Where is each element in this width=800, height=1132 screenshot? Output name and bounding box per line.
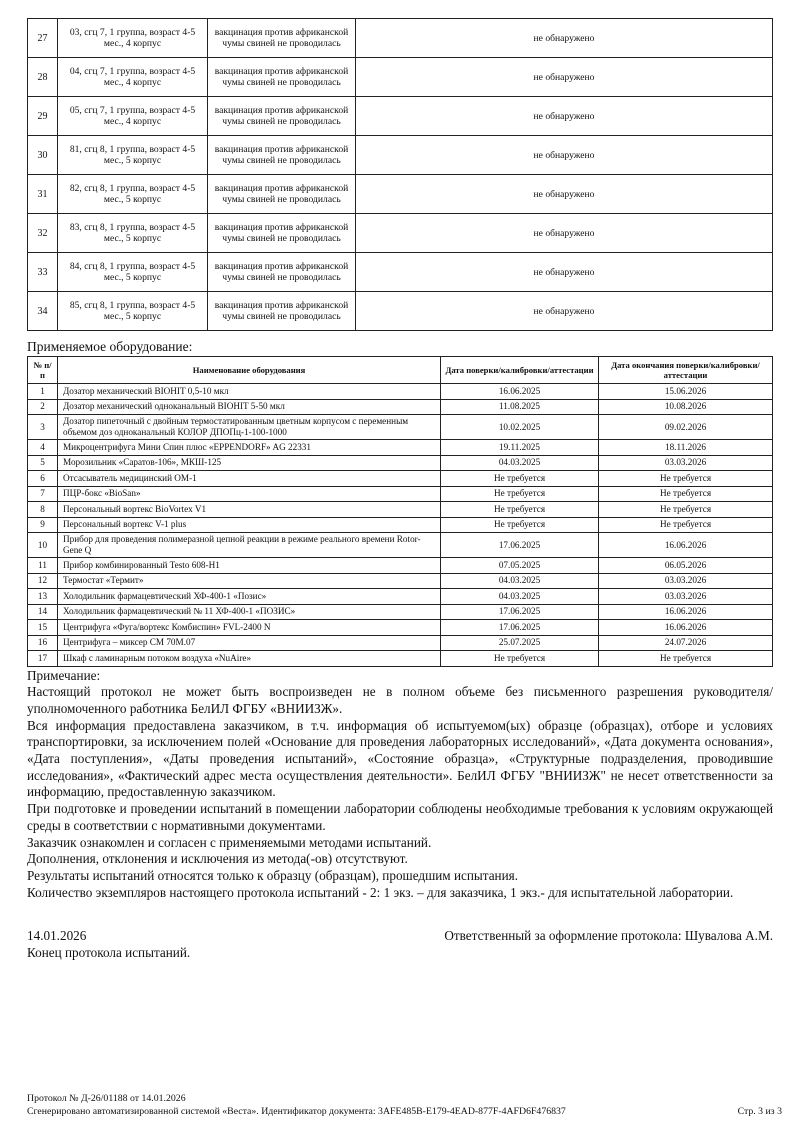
equipment-number: 1 <box>28 384 58 400</box>
vaccination-status: вакцинация против африканской чумы свиней не проводилась <box>208 214 356 253</box>
equipment-name: Шкаф с ламинарным потоком воздуха «NuAire» <box>58 651 441 667</box>
calibration-date: Не требуется <box>441 502 599 518</box>
note-paragraph: Количество экземпляров настоящего протокола испытаний - 2: 1 экз. – для заказчика, 1 экз.- для испытательной лаборатории. <box>27 884 734 900</box>
responsible-person: Ответственный за оформление протокола: Шувалова А.М. <box>444 928 773 944</box>
equipment-number: 6 <box>28 471 58 487</box>
equipment-number: 2 <box>28 399 58 415</box>
equipment-name: Персональный вортекс BioVortex V1 <box>58 502 441 518</box>
test-result: не обнаружено <box>356 136 773 175</box>
test-result: не обнаружено <box>356 253 773 292</box>
equipment-number: 13 <box>28 589 58 605</box>
calibration-date: 10.02.2025 <box>441 415 599 440</box>
footer-protocol-number: Протокол № Д-26/01188 от 14.01.2026 <box>27 1093 186 1104</box>
vaccination-status: вакцинация против африканской чумы свиней не проводилась <box>208 97 356 136</box>
calibration-date: 11.08.2025 <box>441 399 599 415</box>
col-header-date-from: Дата поверки/калибровки/аттестации <box>441 357 599 384</box>
equipment-number: 4 <box>28 440 58 456</box>
equipment-row <box>28 502 773 518</box>
results-row <box>28 19 773 58</box>
vaccination-status: вакцинация против африканской чумы свиней не проводилась <box>208 292 356 331</box>
equipment-name: Холодильник фармацевтический ХФ-400-1 «Позис» <box>58 589 441 605</box>
result-row-number: 31 <box>28 175 58 214</box>
signature-block <box>27 927 773 963</box>
equipment-name: Отсасыватель медицинский ОМ-1 <box>58 471 441 487</box>
equipment-name: Дозатор пипеточный с двойным термостатированным цветным корпусом с переменным объемом доз одноканальный КОЛОР ДПОПц-1-100-1000 <box>58 415 441 440</box>
calibration-date: 19.11.2025 <box>441 440 599 456</box>
calibration-date: 16.06.2025 <box>441 384 599 400</box>
equipment-name: ПЦР-бокс «BioSan» <box>58 486 441 502</box>
equipment-header-row <box>28 357 773 384</box>
document-page <box>27 18 773 963</box>
sample-description: 82, сгц 8, 1 группа, возраст 4-5 мес., 5 корпус <box>58 175 208 214</box>
vaccination-status: вакцинация против африканской чумы свиней не проводилась <box>208 58 356 97</box>
calibration-expiry-date: 03.03.2026 <box>599 573 773 589</box>
calibration-expiry-date: 16.06.2026 <box>599 533 773 558</box>
equipment-name: Персональный вортекс V-1 plus <box>58 517 441 533</box>
equipment-row <box>28 558 773 574</box>
calibration-date: 17.06.2025 <box>441 620 599 636</box>
equipment-row <box>28 440 773 456</box>
vaccination-status: вакцинация против африканской чумы свиней не проводилась <box>208 253 356 292</box>
equipment-name: Центрифуга – миксер СМ 70М.07 <box>58 635 441 651</box>
calibration-date: 17.06.2025 <box>441 533 599 558</box>
calibration-expiry-date: 03.03.2026 <box>599 589 773 605</box>
result-row-number: 30 <box>28 136 58 175</box>
equipment-row <box>28 651 773 667</box>
equipment-row <box>28 486 773 502</box>
equipment-table <box>27 356 773 667</box>
equipment-row <box>28 455 773 471</box>
sample-description: 85, сгц 8, 1 группа, возраст 4-5 мес., 5 корпус <box>58 292 208 331</box>
calibration-date: Не требуется <box>441 471 599 487</box>
results-row <box>28 292 773 331</box>
result-row-number: 32 <box>28 214 58 253</box>
equipment-name: Центрифуга «Фуга/вортекс Комбиспин» FVL-2400 N <box>58 620 441 636</box>
calibration-date: 04.03.2025 <box>441 573 599 589</box>
test-result: не обнаружено <box>356 19 773 58</box>
footer-generated-by: Сгенерировано автоматизированной системой «Веста». Идентификатор документа: 3AFE485B-E179-4EAD-877F-4AFD6F476837 <box>27 1106 566 1117</box>
equipment-number: 12 <box>28 573 58 589</box>
equipment-name: Морозильник «Саратов-106», МКШ-125 <box>58 455 441 471</box>
calibration-date: Не требуется <box>441 486 599 502</box>
equipment-section-title: Применяемое оборудование: <box>27 339 193 354</box>
result-row-number: 33 <box>28 253 58 292</box>
calibration-expiry-date: 06.05.2026 <box>599 558 773 574</box>
calibration-expiry-date: Не требуется <box>599 486 773 502</box>
calibration-expiry-date: 16.06.2026 <box>599 604 773 620</box>
test-result: не обнаружено <box>356 58 773 97</box>
sample-description: 83, сгц 8, 1 группа, возраст 4-5 мес., 5 корпус <box>58 214 208 253</box>
note-paragraph: При подготовке и проведении испытаний в помещении лаборатории соблюдены необходимые требования к условиям окружающей среды в соответствии с нормативными документами. <box>27 801 773 833</box>
note-paragraph: Настоящий протокол не может быть воспроизведен не в полном объеме без письменного разрешения руководителя/уполномоченного работника БелИЛ ФГБУ «ВНИИЗЖ». <box>27 684 773 716</box>
note-paragraph: Результаты испытаний относятся только к образцу (образцам), прошедшим испытания. <box>27 867 519 883</box>
calibration-date: 17.06.2025 <box>441 604 599 620</box>
calibration-date: Не требуется <box>441 651 599 667</box>
equipment-name: Дозатор механический BIOHIT 0,5-10 мкл <box>58 384 441 400</box>
equipment-row <box>28 573 773 589</box>
result-row-number: 34 <box>28 292 58 331</box>
calibration-date: 25.07.2025 <box>441 635 599 651</box>
calibration-expiry-date: 24.07.2026 <box>599 635 773 651</box>
test-result: не обнаружено <box>356 175 773 214</box>
protocol-date: 14.01.2026 <box>27 928 87 944</box>
sample-description: 84, сгц 8, 1 группа, возраст 4-5 мес., 5 корпус <box>58 253 208 292</box>
equipment-row <box>28 635 773 651</box>
equipment-number: 8 <box>28 502 58 518</box>
equipment-row <box>28 620 773 636</box>
results-row <box>28 97 773 136</box>
end-of-protocol: Конец протокола испытаний. <box>27 945 191 961</box>
calibration-expiry-date: 15.06.2026 <box>599 384 773 400</box>
equipment-number: 9 <box>28 517 58 533</box>
note-paragraph: Дополнения, отклонения и исключения из метода(-ов) отсутствуют. <box>27 851 408 867</box>
test-result: не обнаружено <box>356 292 773 331</box>
test-result: не обнаружено <box>356 214 773 253</box>
equipment-number: 15 <box>28 620 58 636</box>
equipment-name: Прибор для проведения полимеразной цепной реакции в режиме реального времени Rotor-Gene Q <box>58 533 441 558</box>
sample-description: 05, сгц 7, 1 группа, возраст 4-5 мес., 4 корпус <box>58 97 208 136</box>
equipment-row <box>28 471 773 487</box>
sample-description: 03, сгц 7, 1 группа, возраст 4-5 мес., 4 корпус <box>58 19 208 58</box>
equipment-row <box>28 384 773 400</box>
results-row <box>28 175 773 214</box>
note-paragraph: Заказчик ознакомлен и согласен с применяемыми методами испытаний. <box>27 834 432 850</box>
col-header-name: Наименование оборудования <box>58 357 441 384</box>
notes-title: Примечание: <box>27 667 101 683</box>
page-footer <box>27 1092 782 1118</box>
results-table <box>27 18 773 331</box>
equipment-row <box>28 604 773 620</box>
calibration-date: 04.03.2025 <box>441 589 599 605</box>
calibration-expiry-date: Не требуется <box>599 517 773 533</box>
sample-description: 04, сгц 7, 1 группа, возраст 4-5 мес., 4 корпус <box>58 58 208 97</box>
calibration-date: Не требуется <box>441 517 599 533</box>
result-row-number: 28 <box>28 58 58 97</box>
results-row <box>28 214 773 253</box>
equipment-number: 17 <box>28 651 58 667</box>
equipment-row <box>28 399 773 415</box>
equipment-number: 10 <box>28 533 58 558</box>
notes-section <box>27 668 773 902</box>
sample-description: 81, сгц 8, 1 группа, возраст 4-5 мес., 5 корпус <box>58 136 208 175</box>
equipment-number: 11 <box>28 558 58 574</box>
page-number: Стр. 3 из 3 <box>737 1106 782 1117</box>
vaccination-status: вакцинация против африканской чумы свиней не проводилась <box>208 136 356 175</box>
equipment-number: 14 <box>28 604 58 620</box>
equipment-number: 16 <box>28 635 58 651</box>
calibration-expiry-date: 10.08.2026 <box>599 399 773 415</box>
results-row <box>28 136 773 175</box>
results-row <box>28 253 773 292</box>
equipment-name: Термостат «Термит» <box>58 573 441 589</box>
calibration-expiry-date: 03.03.2026 <box>599 455 773 471</box>
calibration-expiry-date: Не требуется <box>599 471 773 487</box>
calibration-expiry-date: 18.11.2026 <box>599 440 773 456</box>
equipment-name: Холодильник фармацевтический № 11 ХФ-400-1 «ПОЗИС» <box>58 604 441 620</box>
calibration-expiry-date: Не требуется <box>599 502 773 518</box>
equipment-name: Микроцентрифуга Мини Спин плюс «EPPENDORF» AG 22331 <box>58 440 441 456</box>
equipment-row <box>28 415 773 440</box>
calibration-date: 07.05.2025 <box>441 558 599 574</box>
calibration-expiry-date: Не требуется <box>599 651 773 667</box>
equipment-name: Прибор комбинированный Testo 608-H1 <box>58 558 441 574</box>
note-paragraph: Вся информация предоставлена заказчиком, в т.ч. информация об испытуемом(ых) образце (образцах), отборе и условиях транспортировки, за исключением полей «Основание для проведения лабораторных исследований», «Дата документа основания», «Дата поступления», «Даты проведения испытаний», «Состояние образца», «Структурные подразделения, проводившие исследования», «Фактический адрес места осуществления деятельности». БелИЛ ФГБУ "ВНИИЗЖ" не несет ответственности за информацию, предоставленную заказчиком. <box>27 717 773 800</box>
calibration-date: 04.03.2025 <box>441 455 599 471</box>
result-row-number: 29 <box>28 97 58 136</box>
equipment-number: 5 <box>28 455 58 471</box>
result-row-number: 27 <box>28 19 58 58</box>
calibration-expiry-date: 09.02.2026 <box>599 415 773 440</box>
results-row <box>28 58 773 97</box>
calibration-expiry-date: 16.06.2026 <box>599 620 773 636</box>
equipment-name: Дозатор механический одноканальный BIOHIT 5-50 мкл <box>58 399 441 415</box>
equipment-row <box>28 589 773 605</box>
equipment-row <box>28 517 773 533</box>
equipment-row <box>28 533 773 558</box>
vaccination-status: вакцинация против африканской чумы свиней не проводилась <box>208 19 356 58</box>
equipment-number: 3 <box>28 415 58 440</box>
vaccination-status: вакцинация против африканской чумы свиней не проводилась <box>208 175 356 214</box>
col-header-date-to: Дата окончания поверки/калибровки/аттестации <box>599 357 773 384</box>
test-result: не обнаружено <box>356 97 773 136</box>
equipment-number: 7 <box>28 486 58 502</box>
col-header-num: № п/п <box>28 357 58 384</box>
